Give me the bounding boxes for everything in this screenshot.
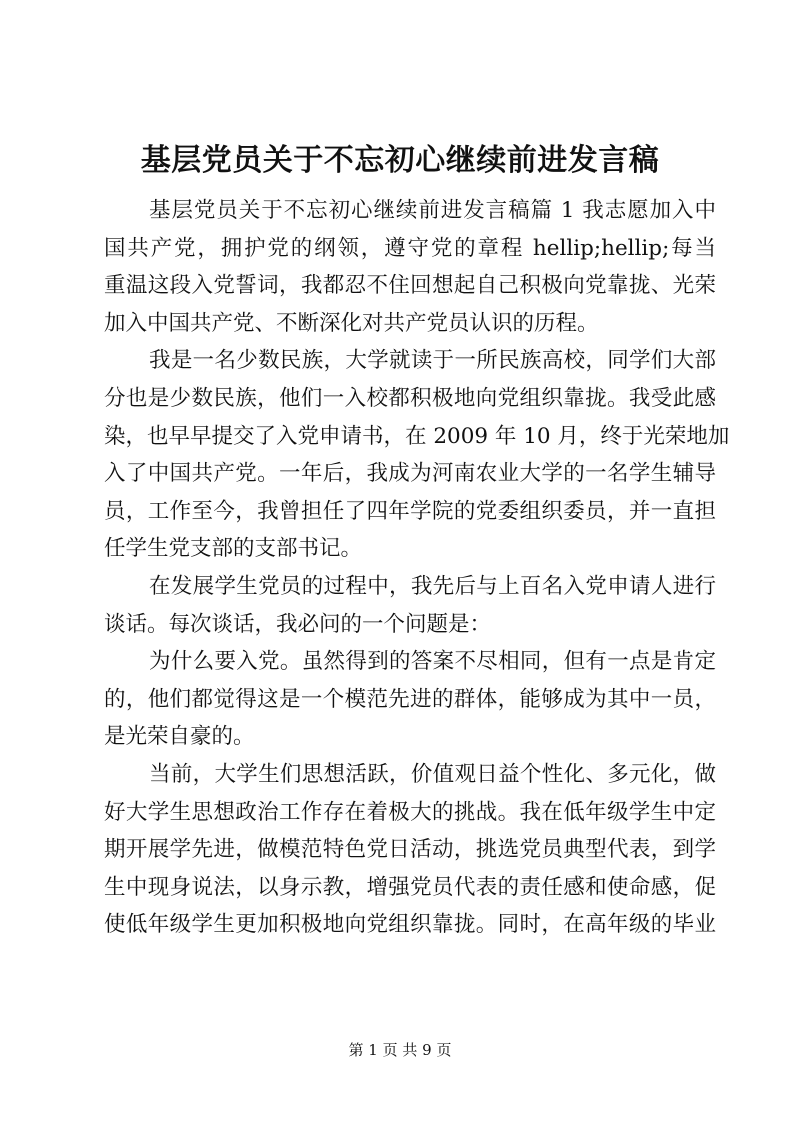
text-line: 我是一名少数民族，大学就读于一所民族高校，同学们大部 bbox=[149, 348, 716, 374]
page-number-footer: 第 1 页 共 9 页 bbox=[348, 1041, 452, 1059]
text-line: 任学生党支部的支部书记。 bbox=[104, 536, 363, 562]
text-line: 入了中国共产党。一年后，我成为河南农业大学的一名学生辅导 bbox=[104, 461, 716, 487]
text-line: 加入中国共产党、不断深化对共产党员认识的历程。 bbox=[104, 310, 599, 336]
text-line: 为什么要入党。虽然得到的答案不尽相同，但有一点是肯定 bbox=[149, 649, 716, 675]
text-line: 染，也早早提交了入党申请书，在 2009 年 10 月，终于光荣地加 bbox=[104, 423, 730, 449]
text-line: 分也是少数民族，他们一入校都积极地向党组织靠拢。我受此感 bbox=[104, 385, 716, 411]
text-line: 生中现身说法，以身示教，增强党员代表的责任感和使命感，促 bbox=[104, 874, 716, 900]
text-line: 期开展学先进，做模范特色党日活动，挑选党员典型代表，到学 bbox=[104, 837, 716, 863]
text-line: 是光荣自豪的。 bbox=[104, 724, 255, 750]
text-line: 重温这段入党誓词，我都忍不住回想起自己积极向党靠拢、光荣 bbox=[104, 273, 716, 299]
text-line: 谈话。每次谈话，我必问的一个问题是： bbox=[104, 611, 492, 637]
document-title: 基层党员关于不忘初心继续前进发言稿 bbox=[140, 143, 660, 178]
document-body bbox=[104, 192, 730, 944]
text-line: 好大学生思想政治工作存在着极大的挑战。我在低年级学生中定 bbox=[104, 799, 716, 825]
text-line: 国共产党，拥护党的纲领，遵守党的章程 hellip;hellip;每当 bbox=[104, 235, 716, 261]
text-line: 当前，大学生们思想活跃，价值观日益个性化、多元化，做 bbox=[149, 761, 716, 787]
text-line: 使低年级学生更加积极地向党组织靠拢。同时，在高年级的毕业 bbox=[104, 912, 716, 938]
text-line: 员，工作至今，我曾担任了四年学院的党委组织委员，并一直担 bbox=[104, 498, 716, 524]
text-line: 基层党员关于不忘初心继续前进发言稿篇 1 我志愿加入中 bbox=[149, 198, 716, 223]
text-line: 的，他们都觉得这是一个模范先进的群体，能够成为其中一员， bbox=[104, 686, 716, 712]
text-line: 在发展学生党员的过程中，我先后与上百名入党申请人进行 bbox=[149, 573, 716, 599]
